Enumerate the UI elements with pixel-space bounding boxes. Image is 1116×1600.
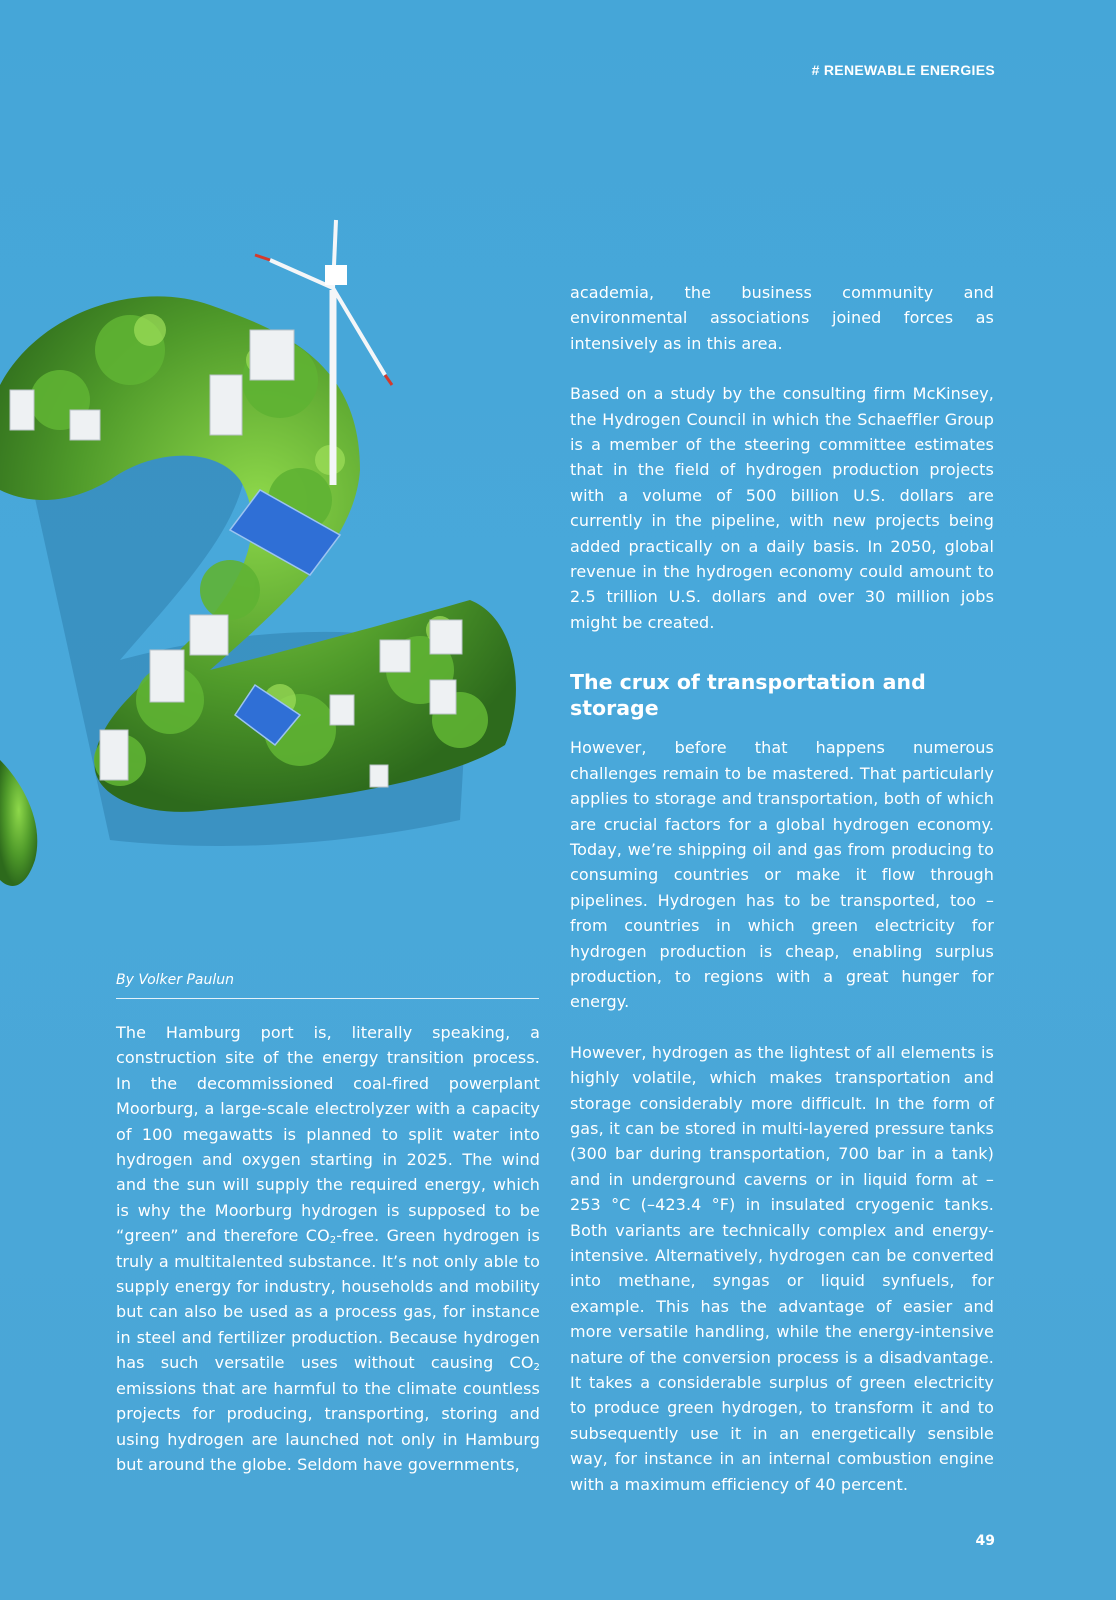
intro-paragraph: The Hamburg port is, literally speaking, a construction site of the energy transition process. In the decommissioned coal-fired powerplant Moorburg, a large-scale electrolyzer with a capacity of 100 megawatts is planned to split water into hydrogen and oxygen starting in 2025. The wind and the sun will supply the required energy, which is why the Moorburg hydrogen is supposed to be “green” and therefore $CO_2$-free. Green hydrogen is truly a multitalented substance. It’s not only able to supply energy for industry, households and mobility but can also be used as a process gas, for instance in steel and fertilizer production. Because hydrogen has such versatile uses without causing $CO_2$ emissions that are harmful to the climate countless projects for producing, transporting, storing and using hydrogen are launched not only in Hamburg but around the globe. Seldom have governments, <box>116 1023 540 1474</box>
byline: By Volker Paulun <box>116 972 235 988</box>
paragraph-1: academia, the business community and environmental associations joined forces as intensively as in this area. <box>570 283 994 353</box>
paragraph-2: Based on a study by the consulting firm McKinsey, the Hydrogen Council in which the Schaeffler Group is a member of the steering committee estimates that in the field of hydrogen production projects with a volume of 500 billion U.S. dollars are currently in the pipeline, with new projects being added practically on a daily basis. In 2050, global revenue in the hydrogen economy could amount to 2.5 trillion U.S. dollars and over 30 million jobs might be created. <box>570 384 994 632</box>
paragraph-4: However, hydrogen as the lightest of all elements is highly volatile, which makes transportation and storage considerably more difficult. In the form of gas, it can be stored in multi-layered pressure tanks (300 bar during transportation, 700 bar in a tank) and in underground caverns or in liquid form at –253 °C (–423.4 °F) in insulated cryogenic tanks. Both variants are technically complex and energy-intensive. Alternatively, hydrogen can be converted into methane, syngas or liquid synfuels, for example. This has the advantage of easier and more versatile handling, while the energy-intensive nature of the conversion process is a disadvantage. It takes a considerable surplus of green electricity to produce green hydrogen, to transform it and to subsequently use it in an energetically sensible way, for instance in an internal combustion engine with a maximum efficiency of 40 percent. <box>570 1042 994 1494</box>
section-tag: # RENEWABLE ENERGIES <box>811 62 995 78</box>
left-column <box>116 1020 540 1477</box>
island-fragment <box>0 760 37 886</box>
island-illustration <box>0 200 540 920</box>
section-heading: The crux of transportation and storage <box>570 670 926 721</box>
byline-divider <box>116 998 539 999</box>
right-column <box>570 280 994 1497</box>
paragraph-3: However, before that happens numerous challenges remain to be mastered. That particularly applies to storage and transportation, both of which are crucial factors for a global hydrogen economy. Today, we’re shipping oil and gas from producing to consuming countries or make it flow through pipelines. Hydrogen has to be transported, too – from countries in which green electricity for hydrogen production is cheap, enabling surplus production, to regions with a great hunger for energy. <box>570 738 994 1012</box>
page-number: 49 <box>975 1533 995 1549</box>
